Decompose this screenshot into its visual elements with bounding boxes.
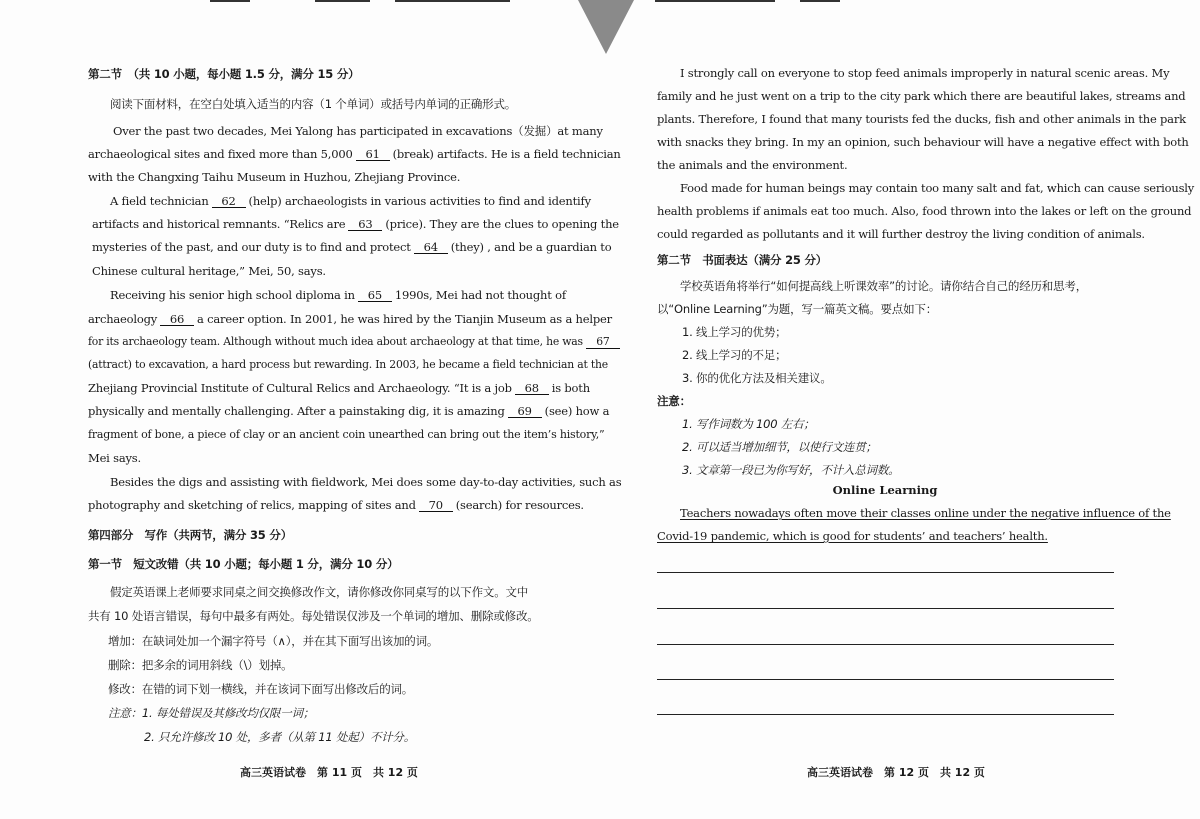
- p2-line3: [92, 240, 611, 254]
- blank-69[interactable]: 69: [508, 405, 542, 418]
- p3-line4: (attract) to excavation, a hard process but rewarding. In 2003, he became a field technician at the: [88, 358, 608, 371]
- essay-title: Online Learning: [832, 483, 938, 497]
- section2-heading: 第二节 （共 10 小题，每小题 1.5 分，满分 15 分）: [88, 67, 360, 81]
- blank-64[interactable]: 64: [414, 241, 448, 254]
- blank-63[interactable]: 63: [348, 218, 382, 231]
- text: archaeological sites and fixed more than 5,000: [88, 147, 353, 161]
- note-label: 注意：: [657, 394, 691, 408]
- note-2: 2. 只允许修改 10 处，多者（从第 11 处起）不计分。: [144, 730, 416, 744]
- starter-line2: Covid-19 pandemic, which is good for students’ and teachers’ health.: [657, 529, 1048, 543]
- p2-line2: [92, 217, 619, 231]
- blank-61[interactable]: 61: [356, 148, 390, 161]
- starter-line1: Teachers nowadays often move their classes online under the negative influence of the: [680, 506, 1171, 520]
- note-item-3: 3. 文章第一段已为你写好，不计入总词数。: [682, 463, 900, 477]
- p3-line1: [110, 288, 566, 302]
- text: physically and mentally challenging. After a painstaking dig, it is amazing: [88, 404, 505, 418]
- text: artifacts and historical remnants. “Relics are: [92, 217, 346, 231]
- text: (search) for resources.: [455, 498, 584, 512]
- text: for its archaeology team. Although without much idea about archaeology at that time, he was: [88, 335, 583, 348]
- essay-line1: I strongly call on everyone to stop feed animals improperly in natural scenic areas. My: [680, 66, 1170, 80]
- text: Zhejiang Provincial Institute of Cultural Relics and Archaeology. “It is a job: [88, 381, 512, 395]
- p4-line1: Besides the digs and assisting with fieldwork, Mei does some day-to-day activities, such as: [110, 475, 622, 489]
- p2-line4: Chinese cultural heritage,” Mei, 50, says.: [92, 264, 326, 278]
- rule-modify: 修改：在错的词下划一横线，并在该词下面写出修改后的词。: [108, 682, 414, 696]
- essay-line3: plants. Therefore, I found that many tourists fed the ducks, fish and other animals in the park: [657, 112, 1186, 126]
- p3-line5: [88, 381, 590, 395]
- writing-line[interactable]: [657, 644, 1114, 645]
- writing-section-heading: 第二节 书面表达（满分 25 分）: [657, 253, 828, 267]
- note-1: 注意：1. 每处错误及其修改均仅限一词；: [108, 706, 315, 720]
- text: a career option. In 2001, he was hired by the Tianjin Museum as a helper: [197, 312, 612, 326]
- text: 1990s, Mei had not thought of: [394, 288, 566, 302]
- essay-line8: could regarded as pollutants and it will further destroy the living condition of animals.: [657, 227, 1145, 241]
- essay-line7: health problems if animals eat too much. Also, food thrown into the lakes or left on the ground: [657, 204, 1192, 218]
- proofread-intro-1: 假定英语课上老师要求同桌之间交换修改作文，请你修改你同桌写的以下作文。文中: [110, 585, 529, 599]
- writing-line[interactable]: [657, 679, 1114, 680]
- text: (help) archaeologists in various activities to find and identify: [248, 194, 591, 208]
- note-item-2: 2. 可以适当增加细节，以使行文连贯；: [682, 440, 877, 454]
- text: is both: [551, 381, 590, 395]
- p2-line1: [110, 194, 591, 208]
- text: archaeology: [88, 312, 158, 326]
- p1-line2: [88, 147, 621, 161]
- text: photography and sketching of relics, mapping of sites and: [88, 498, 416, 512]
- blank-68[interactable]: 68: [515, 382, 549, 395]
- p3-line2: [88, 312, 612, 326]
- writing-line[interactable]: [657, 572, 1114, 573]
- p1-line1: Over the past two decades, Mei Yalong has participated in excavations（发掘）at many: [113, 124, 603, 138]
- p4-line2: [88, 498, 584, 512]
- text: (they) , and be a guardian to: [450, 240, 612, 254]
- note-item-1: 1. 写作词数为 100 左右；: [682, 417, 815, 431]
- blank-66[interactable]: 66: [160, 313, 194, 326]
- essay-line5: the animals and the environment.: [657, 158, 848, 172]
- text: (price). They are the clues to opening the: [385, 217, 619, 231]
- left-footer: 高三英语试卷 第 11 页 共 12 页: [240, 766, 418, 779]
- rule-delete: 删除：把多余的词用斜线（\）划掉。: [108, 658, 293, 672]
- point-1: 1. 线上学习的优势；: [682, 325, 787, 339]
- right-footer: 高三英语试卷 第 12 页 共 12 页: [807, 766, 985, 779]
- blank-65[interactable]: 65: [358, 289, 392, 302]
- point-2: 2. 线上学习的不足；: [682, 348, 787, 362]
- p3-line7: fragment of bone, a piece of clay or an ancient coin unearthed can bring out the item’s history,”: [88, 428, 605, 441]
- instruction: 阅读下面材料，在空白处填入适当的内容（1 个单词）或括号内单词的正确形式。: [110, 97, 517, 111]
- p3-line8: Mei says.: [88, 451, 141, 465]
- right-page: [600, 0, 1200, 819]
- text: (break) artifacts. He is a field technician: [392, 147, 621, 161]
- writing-line[interactable]: [657, 608, 1114, 609]
- blank-70[interactable]: 70: [419, 499, 453, 512]
- blank-67[interactable]: 67: [586, 336, 620, 349]
- blank-62[interactable]: 62: [212, 195, 246, 208]
- writing-line[interactable]: [657, 714, 1114, 715]
- essay-line4: with snacks they bring. In my an opinion, such behaviour will have a negative effect with both: [657, 135, 1189, 149]
- part4-heading: 第四部分 写作（共两节，满分 35 分）: [88, 528, 293, 542]
- writing-intro-2: 以“Online Learning”为题，写一篇英文稿。要点如下：: [657, 302, 937, 316]
- text: mysteries of the past, and our duty is to find and protect: [92, 240, 411, 254]
- section1-heading: 第一节 短文改错（共 10 小题；每小题 1 分，满分 10 分）: [88, 557, 399, 571]
- text: A field technician: [110, 194, 209, 208]
- writing-intro-1: 学校英语角将举行“如何提高线上听课效率”的讨论。请你结合自己的经历和思考，: [680, 279, 1088, 293]
- text: (see) how a: [544, 404, 610, 418]
- essay-line2: family and he just went on a trip to the city park which there are beautiful lakes, streams and: [657, 89, 1186, 103]
- point-3: 3. 你的优化方法及相关建议。: [682, 371, 832, 385]
- proofread-intro-2: 共有 10 处语言错误，每句中最多有两处。每处错误仅涉及一个单词的增加、删除或修改。: [88, 609, 539, 623]
- essay-line6: Food made for human beings may contain too many salt and fat, which can cause seriously: [680, 181, 1195, 195]
- p1-line3: with the Changxing Taihu Museum in Huzhou, Zhejiang Province.: [88, 170, 461, 184]
- text: Receiving his senior high school diploma in: [110, 288, 355, 302]
- rule-add: 增加：在缺词处加一个漏字符号（∧），并在其下面写出该加的词。: [108, 634, 439, 648]
- p3-line3: [88, 335, 623, 349]
- p3-line6: [88, 404, 609, 418]
